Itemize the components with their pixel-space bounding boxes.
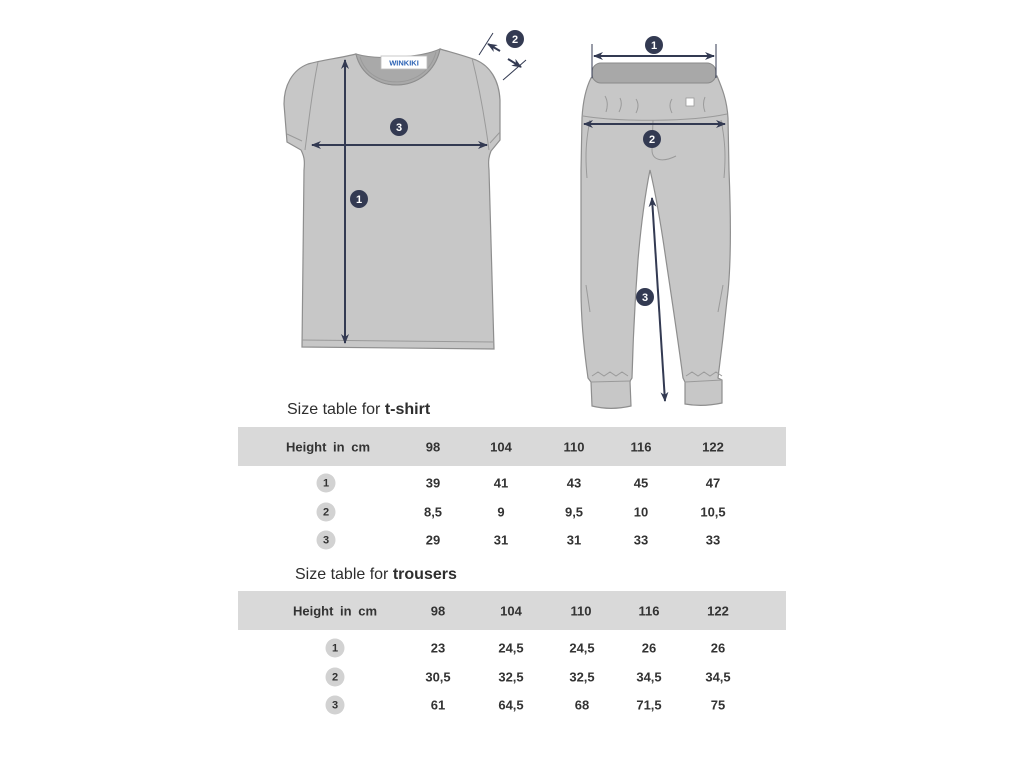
size-header: 110 (563, 439, 585, 455)
size-header: 104 (500, 603, 522, 619)
size-header: 98 (425, 439, 441, 455)
table-cell: 10 (633, 504, 649, 520)
table-cell: 32,5 (569, 669, 595, 685)
marker-number: 1 (355, 194, 363, 206)
table-cell: 39 (425, 475, 441, 491)
table-cell: 8,5 (423, 504, 443, 520)
trousers-table-title (295, 566, 457, 584)
table-cell: 24,5 (498, 640, 524, 656)
brand-tag-text: WINKIKI (389, 58, 419, 68)
tshirt-table-title (287, 401, 430, 419)
table-title-item: trousers (392, 566, 457, 583)
table-cell: 45 (633, 475, 649, 491)
table-cell: 33 (705, 532, 721, 548)
table-cell: 75 (710, 697, 726, 713)
table-cell: 71,5 (636, 697, 662, 713)
table-cell: 34,5 (705, 669, 731, 685)
tshirt-brand-tag (381, 56, 427, 69)
marker-badge: 2 (326, 668, 345, 687)
marker-badge: 1 (317, 474, 336, 493)
table-cell: 23 (430, 640, 446, 656)
marker-number: 3 (641, 292, 649, 304)
trousers-diagram (581, 36, 730, 408)
table-cell: 41 (493, 475, 509, 491)
size-header: 122 (707, 603, 729, 619)
marker-number: 2 (648, 134, 656, 146)
arrow-segment (488, 44, 500, 51)
table-cell: 29 (425, 532, 441, 548)
size-header: 104 (490, 439, 512, 455)
tshirt-body (284, 49, 500, 349)
height-label: Height in cm (286, 439, 371, 455)
size-header: 110 (570, 603, 592, 619)
size-header: 98 (430, 603, 446, 619)
table-cell: 9 (497, 504, 505, 520)
trousers-tag (686, 98, 694, 106)
table-cell: 24,5 (569, 640, 595, 656)
tshirt-marker-2 (506, 30, 524, 48)
trousers-marker-2 (643, 130, 661, 148)
marker-badge: 2 (317, 503, 336, 522)
arrow-segment (508, 59, 521, 67)
height-label: Height in cm (293, 603, 378, 619)
trousers-marker-3 (636, 288, 654, 306)
table-cell: 10,5 (700, 504, 726, 520)
tshirt-marker-1 (350, 190, 368, 208)
table-cell: 64,5 (498, 697, 524, 713)
size-header: 122 (702, 439, 724, 455)
tshirt-marker-3 (390, 118, 408, 136)
table-cell: 61 (430, 697, 446, 713)
table-cell: 26 (641, 640, 657, 656)
table-title-prefix: Size table for (295, 566, 389, 583)
size-header: 116 (638, 603, 660, 619)
marker-number: 2 (511, 34, 519, 46)
extension-line (479, 33, 493, 55)
marker-badge: 1 (326, 639, 345, 658)
table-title-item: t-shirt (384, 401, 431, 418)
size-header: 116 (630, 439, 652, 455)
table-cell: 32,5 (498, 669, 524, 685)
table-cell: 9,5 (564, 504, 584, 520)
marker-number: 3 (395, 122, 403, 134)
table-cell: 43 (566, 475, 582, 491)
marker-badge: 3 (317, 531, 336, 550)
table-cell: 34,5 (636, 669, 662, 685)
trousers-waistband-opening (592, 63, 716, 83)
table-cell: 30,5 (425, 669, 451, 685)
marker-number: 1 (650, 40, 658, 52)
table-title-prefix: Size table for (287, 401, 381, 418)
table-cell: 31 (493, 532, 509, 548)
tshirt-diagram (284, 30, 526, 349)
table-cell: 26 (710, 640, 726, 656)
table-cell: 33 (633, 532, 649, 548)
table-cell: 31 (566, 532, 582, 548)
table-cell: 68 (574, 697, 590, 713)
marker-badge: 3 (326, 696, 345, 715)
trousers-marker-1 (645, 36, 663, 54)
table-cell: 47 (705, 475, 721, 491)
